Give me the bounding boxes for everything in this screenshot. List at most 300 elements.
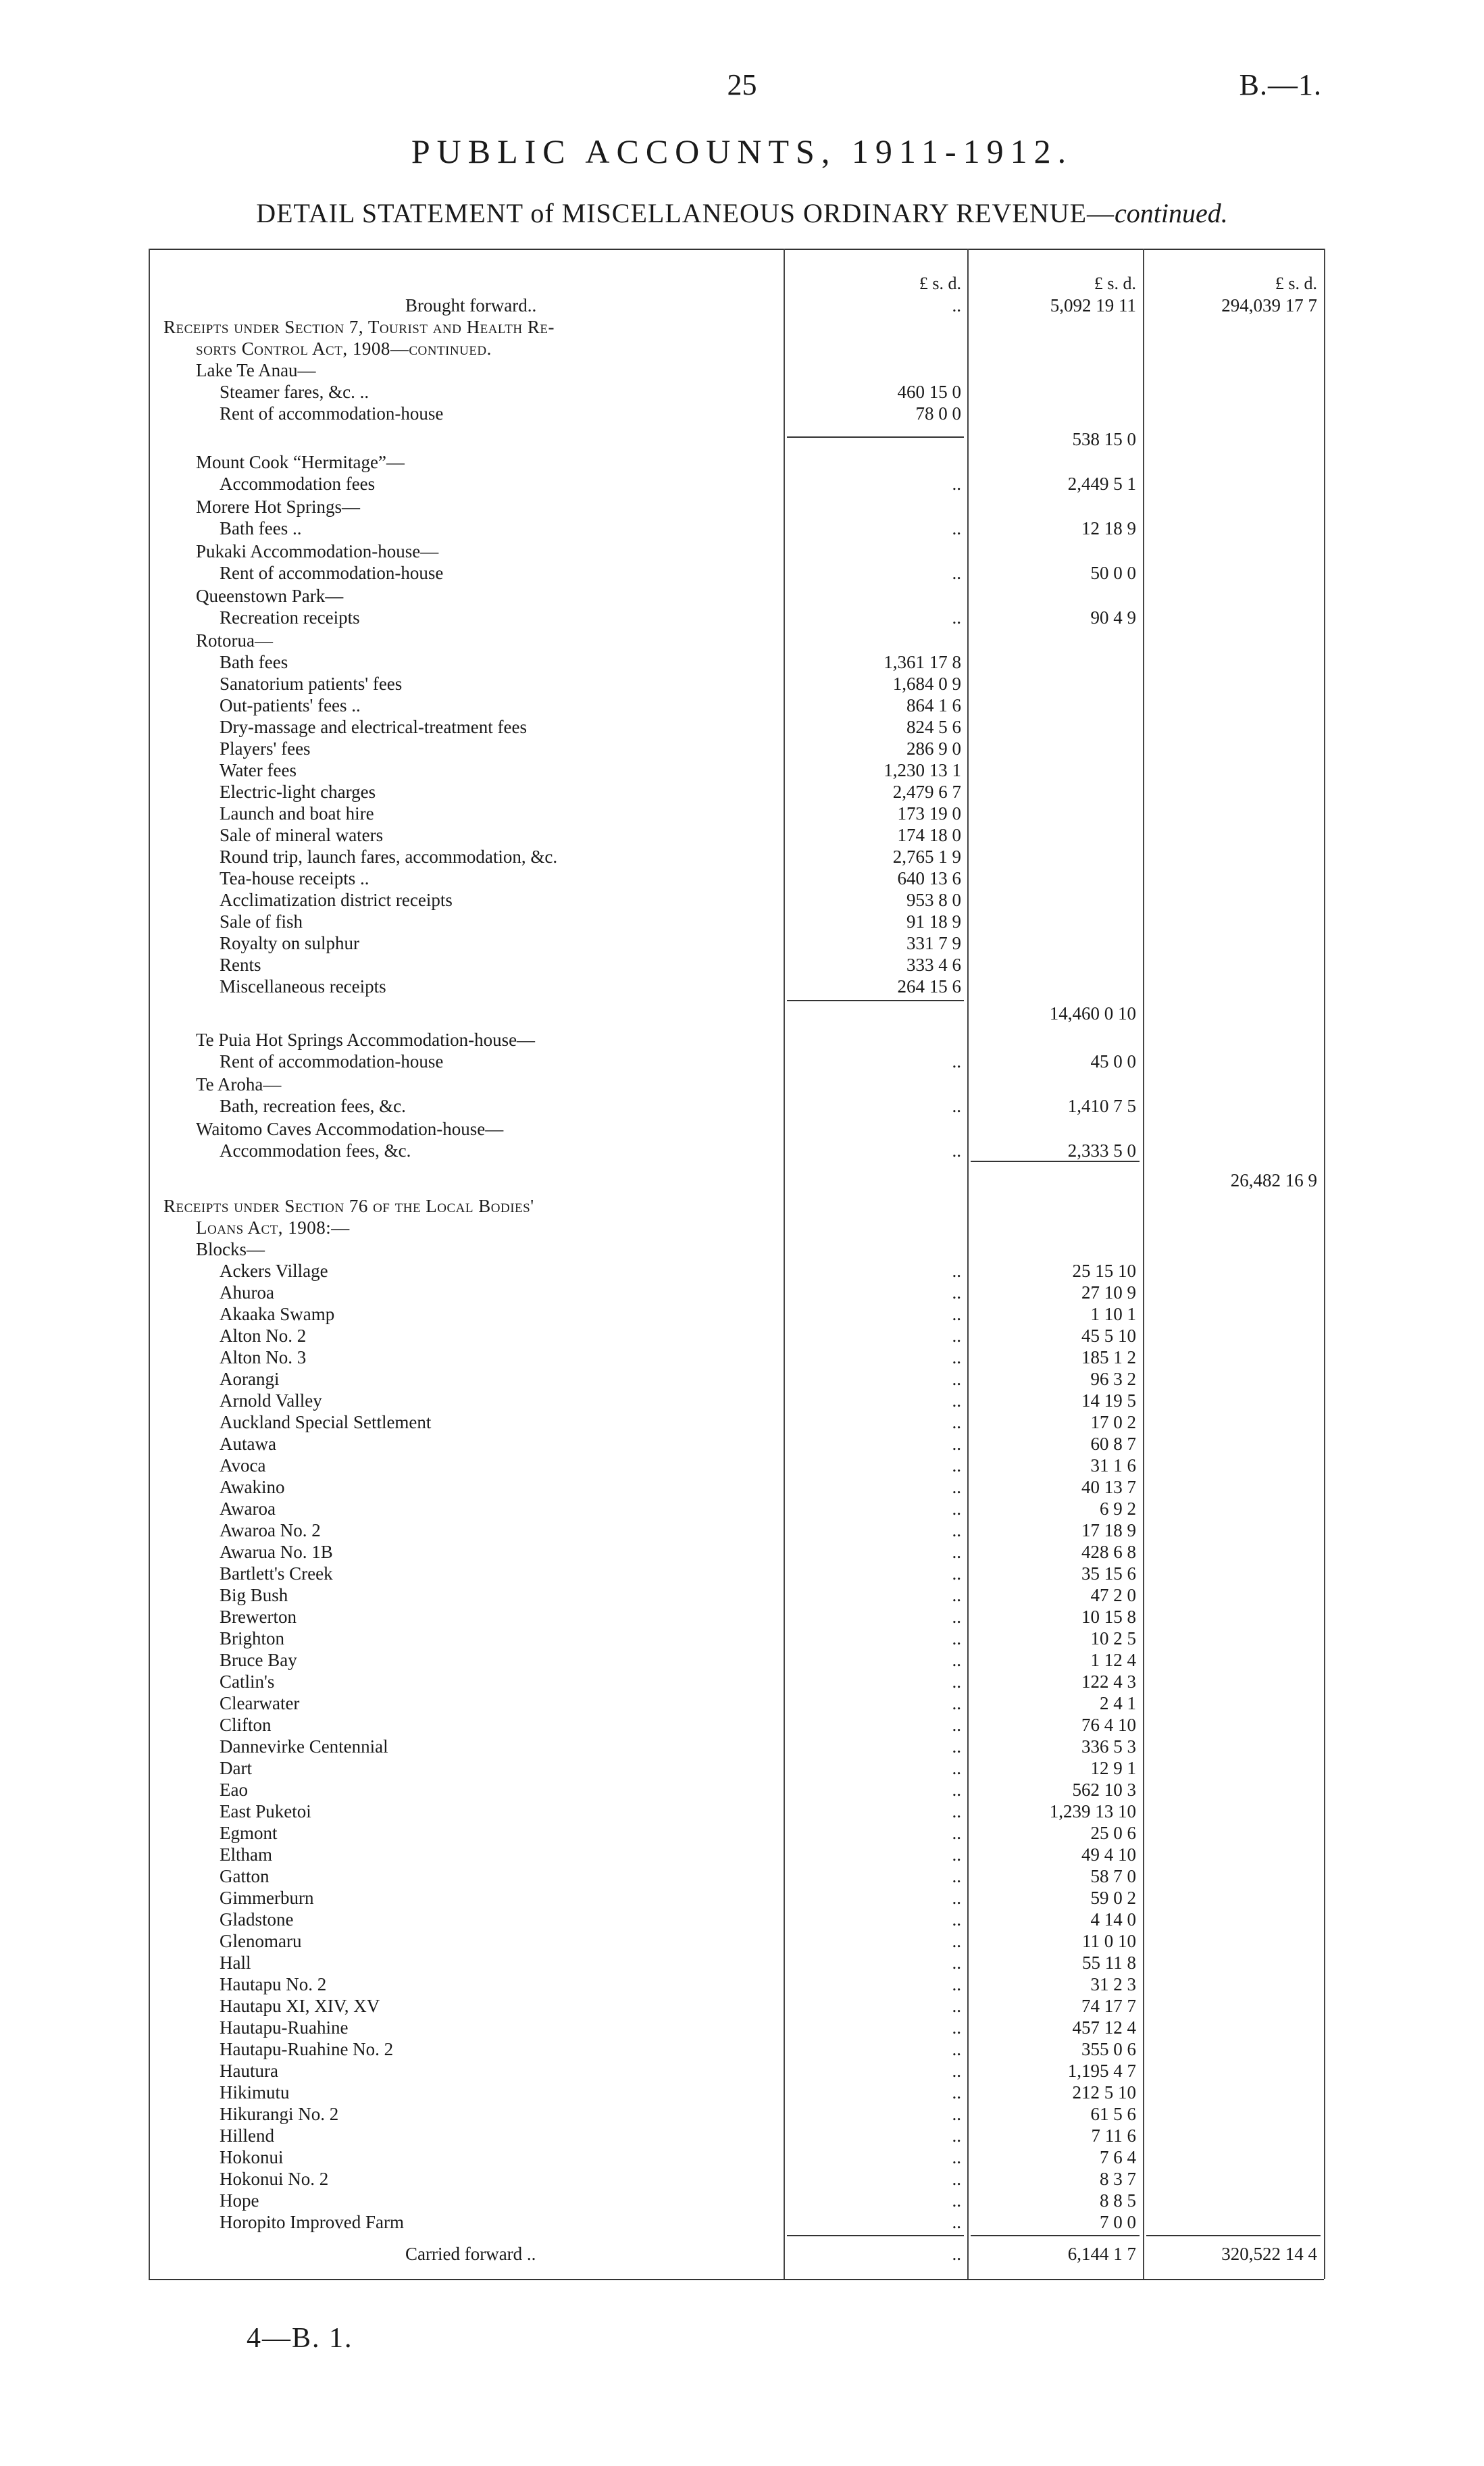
amount-column-1: ..: [952, 1996, 961, 2016]
amount-column-1: ..: [952, 1607, 961, 1627]
subtotal-rule-rotorua: [787, 1000, 964, 1001]
amount-column-2: 59 0 2: [1090, 1888, 1136, 1908]
amount-column-2: 428 6 8: [1081, 1542, 1136, 1562]
row-label: Hall: [220, 1952, 255, 1973]
row-label: Miscellaneous receipts: [220, 976, 390, 997]
row-label: Eltham: [220, 1844, 276, 1865]
amount-column-2: 562 10 3: [1072, 1780, 1136, 1800]
amount-column-2: 50 0 0: [1090, 563, 1136, 583]
table-row: [149, 1887, 1324, 1909]
table-row: [149, 1433, 1324, 1455]
row-label: Hautapu No. 2: [220, 1973, 330, 1995]
amount-column-2: 355 0 6: [1081, 2039, 1136, 2059]
amount-column-2: 58 7 0: [1090, 1866, 1136, 1886]
amount-column-2: 8 3 7: [1100, 2169, 1136, 2189]
table-row: [149, 295, 1324, 316]
row-label: Mount Cook “Hermitage”—: [196, 451, 409, 473]
amount-column-1: 91 18 9: [906, 911, 961, 932]
table-row: [149, 1519, 1324, 1541]
amount-column-2: 122 4 3: [1081, 1671, 1136, 1692]
row-label: Dry-massage and electrical-treatment fees: [220, 716, 531, 738]
row-label: Blocks—: [196, 1238, 269, 1260]
amount-column-1: ..: [952, 1051, 961, 1072]
row-label: Sanatorium patients' fees: [220, 673, 406, 695]
amount-column-1: ..: [952, 1499, 961, 1519]
subtitle-main: DETAIL STATEMENT of MISCELLANEOUS ORDINARY REVENUE—: [256, 198, 1115, 228]
table-row: [149, 1628, 1324, 1649]
table-row: [149, 1325, 1324, 1347]
amount-column-2: 90 4 9: [1090, 607, 1136, 628]
table-row: [149, 673, 1324, 695]
amount-column-3: 294,039 17 7: [1221, 295, 1317, 316]
table-row: [149, 1714, 1324, 1736]
table-row: [149, 1844, 1324, 1865]
row-label: Te Aroha—: [196, 1074, 285, 1095]
amount-column-1: ..: [952, 1304, 961, 1324]
table-row: [149, 585, 1324, 607]
table-row: [149, 1029, 1324, 1051]
table-row: [149, 1476, 1324, 1498]
row-label: Brighton: [220, 1628, 288, 1649]
amount-column-2: 2,449 5 1: [1067, 474, 1136, 494]
amount-column-1: ..: [952, 2212, 961, 2232]
amount-column-1: 824 5 6: [906, 717, 961, 737]
amount-column-2: 31 2 3: [1090, 1974, 1136, 1994]
table-row: [149, 381, 1324, 403]
row-label: Autawa: [220, 1433, 280, 1455]
row-label: Akaaka Swamp: [220, 1303, 338, 1325]
row-label: Hautura: [220, 2060, 282, 2082]
rule-carried-forward-3: [1146, 2235, 1321, 2236]
column-header-row: [149, 273, 1324, 295]
row-label: Hope: [220, 2190, 263, 2211]
table-bottom-rule: [149, 2279, 1324, 2280]
table-row: [149, 359, 1324, 381]
amount-column-2: 40 13 7: [1081, 1477, 1136, 1497]
row-label: Auckland Special Settlement: [220, 1411, 435, 1433]
amount-column-1: ..: [952, 1650, 961, 1670]
amount-column-2: 538 15 0: [1072, 429, 1136, 449]
row-label: Awarua No. 1B: [220, 1541, 337, 1563]
table-row: [149, 1671, 1324, 1692]
row-label: Bruce Bay: [220, 1649, 301, 1671]
amount-column-1: ..: [952, 1780, 961, 1800]
amount-column-2: 5,092 19 11: [1050, 295, 1136, 316]
amount-column-1: ..: [952, 2039, 961, 2059]
row-label: Dart: [220, 1757, 256, 1779]
amount-column-1: ..: [952, 2104, 961, 2124]
amount-column-3: 320,522 14 4: [1221, 2244, 1317, 2264]
amount-column-2: 2 4 1: [1100, 1693, 1136, 1713]
table-row: [149, 1930, 1324, 1952]
table-row: [149, 1649, 1324, 1671]
amount-column-2: 14,460 0 10: [1049, 1003, 1136, 1024]
rule-carried-forward-1: [787, 2235, 964, 2236]
table-row: [149, 1801, 1324, 1822]
table-row: [149, 473, 1324, 495]
table-row: [149, 2038, 1324, 2060]
row-label: Steamer fares, &c. ..: [220, 381, 373, 403]
amount-column-1: ..: [952, 2190, 961, 2211]
table-row: [149, 824, 1324, 846]
amount-column-2: 55 11 8: [1082, 1953, 1136, 1973]
amount-column-1: 286 9 0: [906, 738, 961, 759]
table-row: [149, 1995, 1324, 2017]
table-row: [149, 759, 1324, 781]
amount-column-2: 6,144 1 7: [1067, 2244, 1136, 2264]
table-row: [149, 846, 1324, 867]
table-row: [149, 451, 1324, 473]
amount-column-1: 2,479 6 7: [892, 782, 961, 802]
row-label: Brought forward..: [405, 295, 540, 316]
amount-column-1: ..: [952, 2017, 961, 2038]
row-label: Accommodation fees, &c.: [220, 1140, 415, 1161]
row-label: Alton No. 2: [220, 1325, 310, 1347]
column-header-1: £ s. d.: [919, 274, 961, 293]
table-row: [149, 2211, 1324, 2233]
amount-column-2: 35 15 6: [1081, 1563, 1136, 1584]
table-row: [149, 1051, 1324, 1072]
row-label: Rent of accommodation-house: [220, 562, 447, 584]
amount-column-2: 2,333 5 0: [1067, 1140, 1136, 1161]
row-label: Awaroa: [220, 1498, 280, 1519]
table-row: [149, 428, 1324, 450]
table-row: [149, 716, 1324, 738]
row-label: Gladstone: [220, 1909, 297, 1930]
amount-column-1: ..: [952, 2061, 961, 2081]
row-label: Catlin's: [220, 1671, 278, 1692]
amount-column-2: 7 6 4: [1100, 2147, 1136, 2167]
document-reference: B.—1.: [1239, 68, 1322, 101]
amount-column-1: ..: [952, 295, 961, 316]
table-row: [149, 2125, 1324, 2146]
amount-column-2: 7 11 6: [1091, 2125, 1136, 2146]
amount-column-1: ..: [952, 1909, 961, 1930]
row-label: Glenomaru: [220, 1930, 305, 1952]
amount-column-1: ..: [952, 1390, 961, 1411]
amount-column-2: 10 15 8: [1081, 1607, 1136, 1627]
amount-column-1: ..: [952, 518, 961, 538]
amount-column-1: ..: [952, 1801, 961, 1821]
table-row: [149, 2103, 1324, 2125]
table-row: [149, 1118, 1324, 1140]
amount-column-2: 8 8 5: [1100, 2190, 1136, 2211]
amount-column-1: ..: [952, 2244, 961, 2264]
amount-column-1: 333 4 6: [906, 955, 961, 975]
table-row: [149, 1095, 1324, 1117]
table-row: [149, 1411, 1324, 1433]
row-label: Receipts under Section 7, Tourist and Health Re-: [163, 316, 559, 338]
row-label: Out-patients' fees ..: [220, 695, 365, 716]
table-row: [149, 1455, 1324, 1476]
row-label: Horopito Improved Farm: [220, 2211, 408, 2233]
amount-column-1: ..: [952, 1866, 961, 1886]
table-row: [149, 867, 1324, 889]
row-label: Avoca: [220, 1455, 270, 1476]
amount-column-1: ..: [952, 1455, 961, 1476]
table-row: [149, 1606, 1324, 1628]
table-row: [149, 1238, 1324, 1260]
amount-column-2: 10 2 5: [1090, 1628, 1136, 1649]
table-row: [149, 2017, 1324, 2038]
row-label: Aorangi: [220, 1368, 283, 1390]
amount-column-1: 174 18 0: [897, 825, 961, 845]
amount-column-2: 336 5 3: [1081, 1736, 1136, 1757]
footer-signature: 4—B. 1.: [247, 2323, 353, 2354]
row-label: Electric-light charges: [220, 781, 380, 803]
table-row: [149, 738, 1324, 759]
table-row: [149, 1822, 1324, 1844]
row-label: Bath fees ..: [220, 518, 305, 539]
table-row: [149, 1865, 1324, 1887]
table-row: [149, 1952, 1324, 1973]
row-label: Bartlett's Creek: [220, 1563, 337, 1584]
row-label: Royalty on sulphur: [220, 932, 363, 954]
amount-column-2: 212 5 10: [1072, 2082, 1136, 2103]
table-row: [149, 1140, 1324, 1161]
row-label: Eao: [220, 1779, 252, 1801]
row-label: Egmont: [220, 1822, 282, 1844]
table-row: [149, 1909, 1324, 1930]
table-row: [149, 1074, 1324, 1095]
row-label: Loans Act, 1908:—: [196, 1217, 354, 1238]
amount-column-1: ..: [952, 1628, 961, 1649]
amount-column-2: 1,195 4 7: [1067, 2061, 1136, 2081]
table-row: [149, 1282, 1324, 1303]
table-row: [149, 1368, 1324, 1390]
amount-column-1: ..: [952, 1369, 961, 1389]
table-top-rule: [149, 249, 1324, 250]
table-row: [149, 1195, 1324, 1217]
amount-column-1: 1,230 13 1: [884, 760, 961, 780]
table-row: [149, 1217, 1324, 1238]
amount-column-2: 6 9 2: [1100, 1499, 1136, 1519]
amount-column-2: 76 4 10: [1081, 1715, 1136, 1735]
column-header-2: £ s. d.: [1094, 274, 1136, 293]
amount-column-1: ..: [952, 1261, 961, 1281]
table-row: [149, 1973, 1324, 1995]
amount-column-2: 25 0 6: [1090, 1823, 1136, 1843]
table-row: [149, 2243, 1324, 2265]
row-label: Lake Te Anau—: [196, 359, 320, 381]
row-label: East Puketoi: [220, 1801, 315, 1822]
table-row: [149, 1260, 1324, 1282]
table-row: [149, 338, 1324, 359]
row-label: Water fees: [220, 759, 301, 781]
table-row: [149, 1390, 1324, 1411]
row-label: Acclimatization district receipts: [220, 889, 457, 911]
amount-column-1: ..: [952, 1563, 961, 1584]
amount-column-2: 11 0 10: [1082, 1931, 1136, 1951]
page-number: 25: [727, 68, 757, 101]
table-row: [149, 1563, 1324, 1584]
amount-column-1: ..: [952, 1542, 961, 1562]
amount-column-1: 331 7 9: [906, 933, 961, 953]
table-row: [149, 518, 1324, 539]
amount-column-2: 25 15 10: [1072, 1261, 1136, 1281]
amount-column-2: 12 9 1: [1090, 1758, 1136, 1778]
table-row: [149, 496, 1324, 518]
amount-column-2: 1 12 4: [1090, 1650, 1136, 1670]
amount-column-1: ..: [952, 1347, 961, 1367]
amount-column-1: ..: [952, 563, 961, 583]
row-label: Hokonui No. 2: [220, 2168, 332, 2190]
amount-column-1: ..: [952, 474, 961, 494]
amount-column-1: ..: [952, 1974, 961, 1994]
row-label: Tea-house receipts ..: [220, 867, 374, 889]
amount-column-2: 185 1 2: [1081, 1347, 1136, 1367]
table-row: [149, 607, 1324, 628]
table-row: [149, 630, 1324, 651]
table-row: [149, 403, 1324, 424]
row-label: Hokonui: [220, 2146, 288, 2168]
table-row: [149, 1757, 1324, 1779]
amount-column-3: 26,482 16 9: [1230, 1170, 1317, 1190]
row-label: Accommodation fees: [220, 473, 379, 495]
row-label: Bath fees: [220, 651, 292, 673]
table-row: [149, 651, 1324, 673]
row-label: Morere Hot Springs—: [196, 496, 364, 518]
table-row: [149, 954, 1324, 976]
table-row: [149, 1541, 1324, 1563]
row-label: Brewerton: [220, 1606, 301, 1628]
row-label: Bath, recreation fees, &c.: [220, 1095, 410, 1117]
amount-column-1: ..: [952, 1140, 961, 1161]
amount-column-2: 1,410 7 5: [1067, 1096, 1136, 1116]
statement-subtitle: [0, 197, 1484, 229]
amount-column-1: ..: [952, 1326, 961, 1346]
amount-column-1: ..: [952, 1671, 961, 1692]
amount-column-2: 4 14 0: [1090, 1909, 1136, 1930]
amount-column-2: 1 10 1: [1090, 1304, 1136, 1324]
amount-column-2: 17 0 2: [1090, 1412, 1136, 1432]
amount-column-2: 49 4 10: [1081, 1844, 1136, 1865]
row-label: Waitomo Caves Accommodation-house—: [196, 1118, 507, 1140]
row-label: Big Bush: [220, 1584, 292, 1606]
amount-column-1: ..: [952, 2125, 961, 2146]
table-row: [149, 1779, 1324, 1801]
table-row: [149, 562, 1324, 584]
amount-column-1: 2,765 1 9: [892, 847, 961, 867]
amount-column-2: 12 18 9: [1081, 518, 1136, 538]
row-label: Queenstown Park—: [196, 585, 347, 607]
row-label: Rotorua—: [196, 630, 277, 651]
row-label: Launch and boat hire: [220, 803, 378, 824]
amount-column-1: ..: [952, 1693, 961, 1713]
row-label: Rent of accommodation-house: [220, 403, 447, 424]
amount-column-2: 60 8 7: [1090, 1434, 1136, 1454]
amount-column-2: 96 3 2: [1090, 1369, 1136, 1389]
table-right-rule: [1324, 249, 1325, 2279]
table-row: [149, 316, 1324, 338]
row-label: Clifton: [220, 1714, 276, 1736]
table-row: [149, 911, 1324, 932]
amount-column-1: 264 15 6: [897, 976, 961, 997]
row-label: Sale of mineral waters: [220, 824, 387, 846]
amount-column-1: 1,361 17 8: [884, 652, 961, 672]
table-row: [149, 932, 1324, 954]
table-row: [149, 1584, 1324, 1606]
table-row: [149, 1692, 1324, 1714]
row-label: Hikurangi No. 2: [220, 2103, 342, 2125]
amount-column-1: ..: [952, 1434, 961, 1454]
row-label: Alton No. 3: [220, 1347, 310, 1368]
amount-column-2: 61 5 6: [1090, 2104, 1136, 2124]
row-label: Hautapu-Ruahine: [220, 2017, 352, 2038]
row-label: Pukaki Accommodation-house—: [196, 540, 442, 562]
row-label: Round trip, launch fares, accommodation, &c.: [220, 846, 561, 867]
row-label: Te Puia Hot Springs Accommodation-house—: [196, 1029, 539, 1051]
row-label: Rent of accommodation-house: [220, 1051, 447, 1072]
table-row: [149, 2146, 1324, 2168]
amount-column-2: 74 17 7: [1081, 1996, 1136, 2016]
amount-column-1: ..: [952, 2147, 961, 2167]
table-row: [149, 1498, 1324, 1519]
table-row: [149, 1347, 1324, 1368]
amount-column-1: 640 13 6: [897, 868, 961, 888]
amount-column-1: 1,684 0 9: [892, 674, 961, 694]
amount-column-1: ..: [952, 1282, 961, 1303]
amount-column-1: ..: [952, 607, 961, 628]
row-label: Recreation receipts: [220, 607, 364, 628]
amount-column-1: 460 15 0: [897, 382, 961, 402]
row-label: Gimmerburn: [220, 1887, 317, 1909]
row-label: Awaroa No. 2: [220, 1519, 325, 1541]
row-label: sorts Control Act, 1908—continued.: [196, 338, 496, 359]
amount-column-1: ..: [952, 1096, 961, 1116]
amount-column-1: 173 19 0: [897, 803, 961, 824]
amount-column-2: 31 1 6: [1090, 1455, 1136, 1476]
row-label: Receipts under Section 76 of the Local Bodies': [163, 1195, 538, 1217]
page-title: PUBLIC ACCOUNTS, 1911-1912.: [411, 132, 1073, 170]
table-row: [149, 540, 1324, 562]
subtitle-continued: continued.: [1115, 198, 1228, 228]
amount-column-2: 14 19 5: [1081, 1390, 1136, 1411]
amount-column-1: ..: [952, 1715, 961, 1735]
amount-column-1: ..: [952, 2082, 961, 2103]
amount-column-1: ..: [952, 1585, 961, 1605]
table-row: [149, 889, 1324, 911]
row-label: Awakino: [220, 1476, 289, 1498]
rule-carried-forward-2: [971, 2235, 1140, 2236]
amount-column-2: 17 18 9: [1081, 1520, 1136, 1540]
table-row: [149, 1169, 1324, 1191]
amount-column-2: 45 5 10: [1081, 1326, 1136, 1346]
row-label: Hautapu XI, XIV, XV: [220, 1995, 384, 2017]
amount-column-2: 457 12 4: [1072, 2017, 1136, 2038]
table-row: [149, 1003, 1324, 1024]
table-row: [149, 2168, 1324, 2190]
table-row: [149, 1303, 1324, 1325]
row-label: Sale of fish: [220, 911, 307, 932]
amount-column-1: ..: [952, 1758, 961, 1778]
row-label: Clearwater: [220, 1692, 303, 1714]
row-label: Dannevirke Centennial: [220, 1736, 392, 1757]
table-row: [149, 1736, 1324, 1757]
amount-column-1: ..: [952, 1953, 961, 1973]
amount-column-1: 953 8 0: [906, 890, 961, 910]
amount-column-2: 45 0 0: [1090, 1051, 1136, 1072]
table-row: [149, 976, 1324, 997]
row-label: Rents: [220, 954, 265, 976]
row-label: Ahuroa: [220, 1282, 278, 1303]
amount-column-1: ..: [952, 1823, 961, 1843]
row-label: Hikimutu: [220, 2082, 294, 2103]
table-row: [149, 2190, 1324, 2211]
amount-column-1: ..: [952, 1477, 961, 1497]
row-label: Hautapu-Ruahine No. 2: [220, 2038, 397, 2060]
amount-column-2: 27 10 9: [1081, 1282, 1136, 1303]
